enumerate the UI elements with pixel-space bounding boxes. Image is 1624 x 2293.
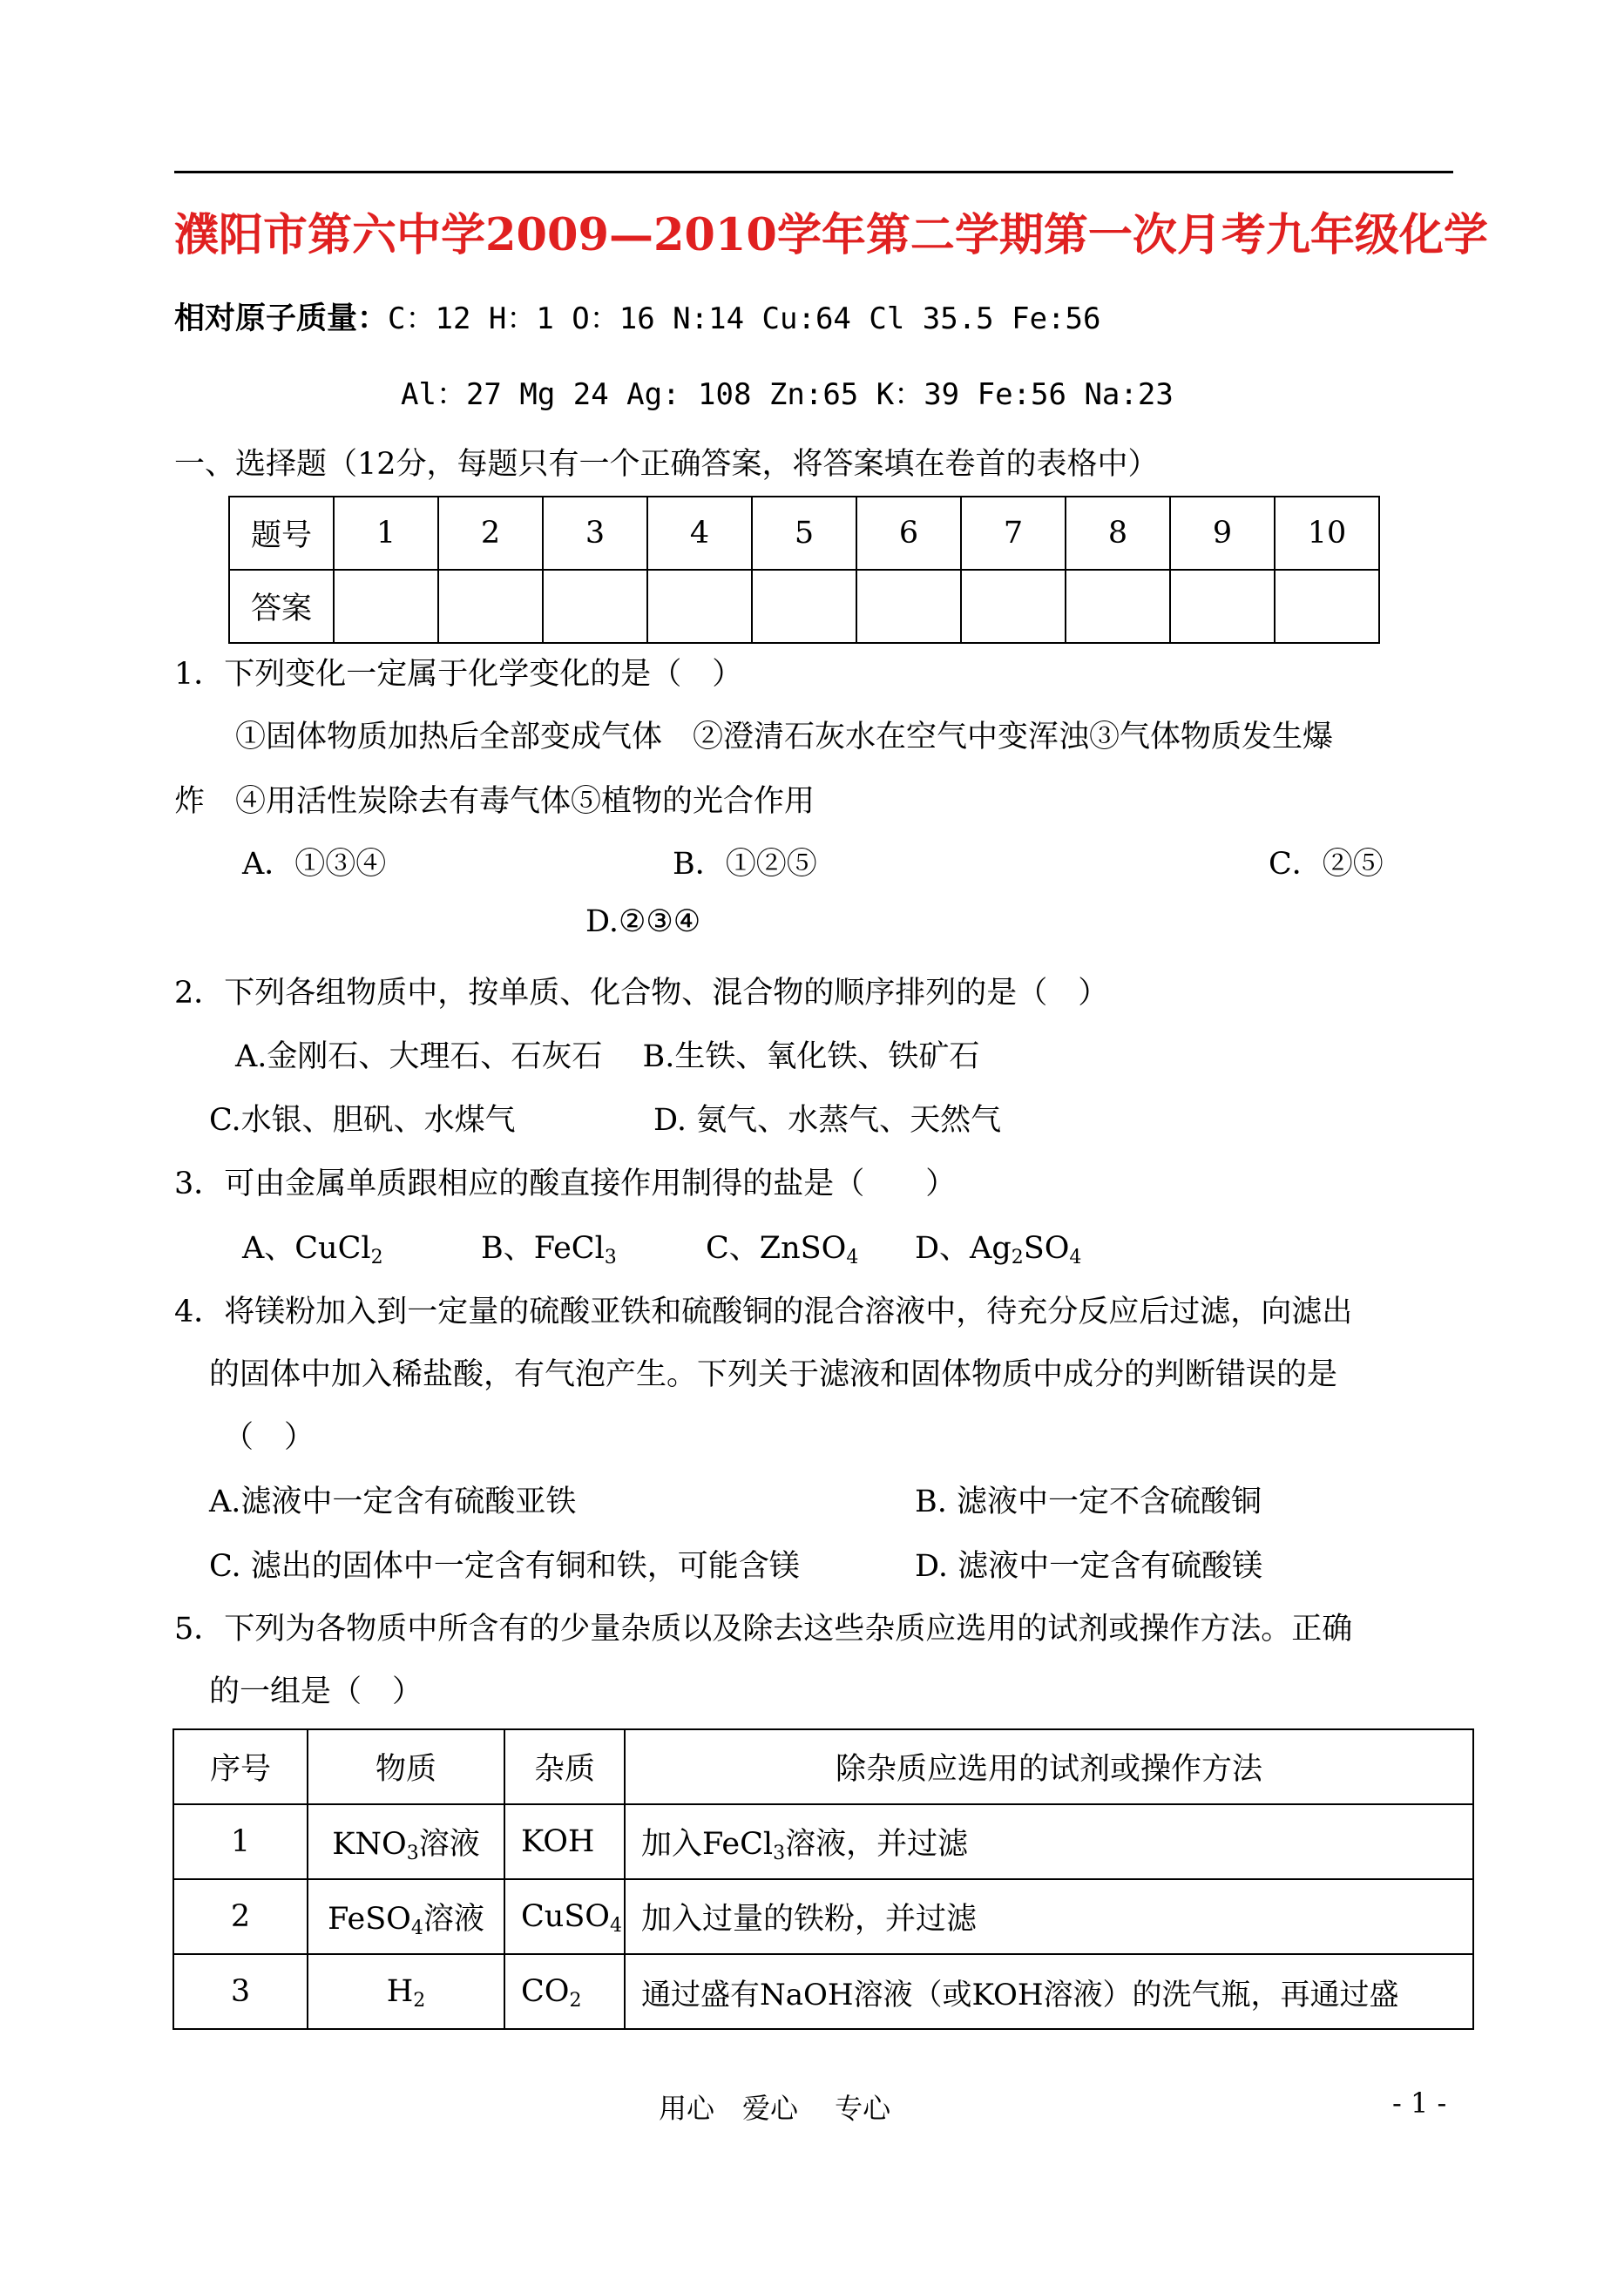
table-row [173, 1879, 1473, 1954]
answer-table-number: 6 [856, 497, 961, 570]
q2-option-c: C.水银、胆矾、水煤气 [209, 1103, 516, 1138]
q3-option-d: D、$Ag_2SO_4$ [915, 1231, 1082, 1268]
answer-table-number: 10 [1275, 497, 1379, 570]
q4-stem-line-3: （ ） [223, 1420, 315, 1455]
answer-cell[interactable] [647, 570, 752, 643]
table-row [173, 1954, 1473, 2029]
q3-stem: 3．可由金属单质跟相应的酸直接作用制得的盐是（ ） [174, 1167, 957, 1201]
answer-cell[interactable] [438, 570, 543, 643]
q4-option-c: C. 滤出的固体中一定含有铜和铁，可能含镁 [209, 1549, 800, 1584]
header-rule [174, 171, 1453, 173]
answer-table-answer-row [229, 570, 1379, 643]
row-substance: $KNO_3$溶液 [308, 1804, 504, 1879]
section-heading: 一、选择题（12分，每题只有一个正确答案，将答案填在卷首的表格中） [174, 447, 1159, 482]
row-number: 2 [173, 1879, 308, 1954]
page-number: - 1 - [1392, 2087, 1447, 2120]
answer-table-number-row [229, 497, 1379, 570]
row-method: 加入过量的铁粉，并过滤 [625, 1879, 1473, 1954]
row-number: 3 [173, 1954, 308, 2029]
page-title: 濮阳市第六中学2009—2010学年第二学期第一次月考九年级化学 [174, 209, 1488, 261]
answer-cell[interactable] [1066, 570, 1170, 643]
row-method: 通过盛有NaOH溶液（或KOH溶液）的洗气瓶，再通过盛 [625, 1954, 1473, 2029]
q1-option-a: A．①③④ [242, 847, 387, 882]
row-number: 1 [173, 1804, 308, 1879]
answer-table-number: 8 [1066, 497, 1170, 570]
atomic-mass-line-2: Al：27 Mg 24 Ag: 108 Zn:65 K：39 Fe:56 Na:23 [401, 377, 1174, 412]
footer-motto: 用心 爱心 专心 [659, 2092, 891, 2125]
answer-cell[interactable] [752, 570, 856, 643]
table-row [173, 1804, 1473, 1879]
answer-cell[interactable] [1275, 570, 1379, 643]
q5-stem-line-2: 的一组是（ ） [209, 1674, 423, 1709]
answer-cell[interactable] [856, 570, 961, 643]
answer-table-number: 1 [334, 497, 438, 570]
q3-option-a: A、CuCl$_2$ [242, 1231, 383, 1268]
q5-stem-line-1: 5．下列为各物质中所含有的少量杂质以及除去这些杂质应选用的试剂或操作方法。正确 [174, 1612, 1353, 1647]
row-impurity: KOH [504, 1804, 625, 1879]
answer-table-number: 2 [438, 497, 543, 570]
q1-option-b: B．①②⑤ [673, 847, 817, 882]
q4-stem-line-2: 的固体中加入稀盐酸，有气泡产生。下列关于滤液和固体物质中成分的判断错误的是 [209, 1357, 1338, 1392]
answer-cell[interactable] [1170, 570, 1275, 643]
row-impurity: $CO_2$ [504, 1954, 625, 2029]
answer-table-number: 5 [752, 497, 856, 570]
impurity-table-header-cell: 序号 [173, 1729, 308, 1804]
q1-line-2: ①固体物质加热后全部变成气体 ②澄清石灰水在空气中变浑浊③气体物质发生爆 [235, 720, 1334, 754]
q4-option-b: B. 滤液中一定不含硫酸铜 [915, 1485, 1262, 1519]
row-impurity: CuSO$_4$ [504, 1879, 625, 1954]
q1-line-3: 炸 ④用活性炭除去有毒气体⑤植物的光合作用 [174, 784, 815, 819]
q2-stem: 2．下列各组物质中，按单质、化合物、混合物的顺序排列的是（ ） [174, 976, 1109, 1011]
atomic-mass-label: 相对原子质量： [174, 301, 389, 336]
q2-option-d: D. 氨气、水蒸气、天然气 [653, 1103, 1002, 1138]
q4-stem-line-1: 4．将镁粉加入到一定量的硫酸亚铁和硫酸铜的混合溶液中，待充分反应后过滤，向滤出 [174, 1295, 1353, 1329]
q4-option-a: A.滤液中一定含有硫酸亚铁 [209, 1485, 577, 1519]
q2-options-ab: A.金刚石、大理石、石灰石 B.生铁、氧化铁、铁矿石 [235, 1039, 980, 1074]
impurity-table-header [173, 1729, 1473, 1804]
answer-cell[interactable] [334, 570, 438, 643]
row-substance: $H_2$ [308, 1954, 504, 2029]
q3-option-c: C、ZnSO$_4$ [706, 1231, 859, 1268]
impurity-table-header-cell: 杂质 [504, 1729, 625, 1804]
row-substance: FeSO$_4$溶液 [308, 1879, 504, 1954]
answer-table-row-label: 答案 [229, 570, 334, 643]
q4-option-d: D. 滤液中一定含有硫酸镁 [915, 1549, 1263, 1584]
answer-cell[interactable] [961, 570, 1066, 643]
answer-table-number: 7 [961, 497, 1066, 570]
answer-table-number: 3 [543, 497, 647, 570]
answer-table [228, 496, 1380, 644]
answer-table-row-label: 题号 [229, 497, 334, 570]
atomic-mass-row-1 [174, 294, 1100, 338]
atomic-mass-line-1: C：12 H：1 O：16 N:14 Cu:64 Cl 35.5 Fe:56 [388, 301, 1101, 336]
q1-option-d: D.②③④ [585, 904, 701, 939]
answer-table-number: 9 [1170, 497, 1275, 570]
impurity-table [173, 1728, 1474, 2030]
answer-cell[interactable] [543, 570, 647, 643]
q1-option-c: C．②⑤ [1269, 847, 1384, 882]
impurity-table-header-cell: 除杂质应选用的试剂或操作方法 [625, 1729, 1473, 1804]
row-method: 加入FeCl$_3$溶液，并过滤 [625, 1804, 1473, 1879]
impurity-table-header-cell: 物质 [308, 1729, 504, 1804]
q3-option-b: B、FeCl$_3$ [481, 1231, 617, 1268]
answer-table-number: 4 [647, 497, 752, 570]
q1-stem: 1．下列变化一定属于化学变化的是（ ） [174, 657, 743, 692]
